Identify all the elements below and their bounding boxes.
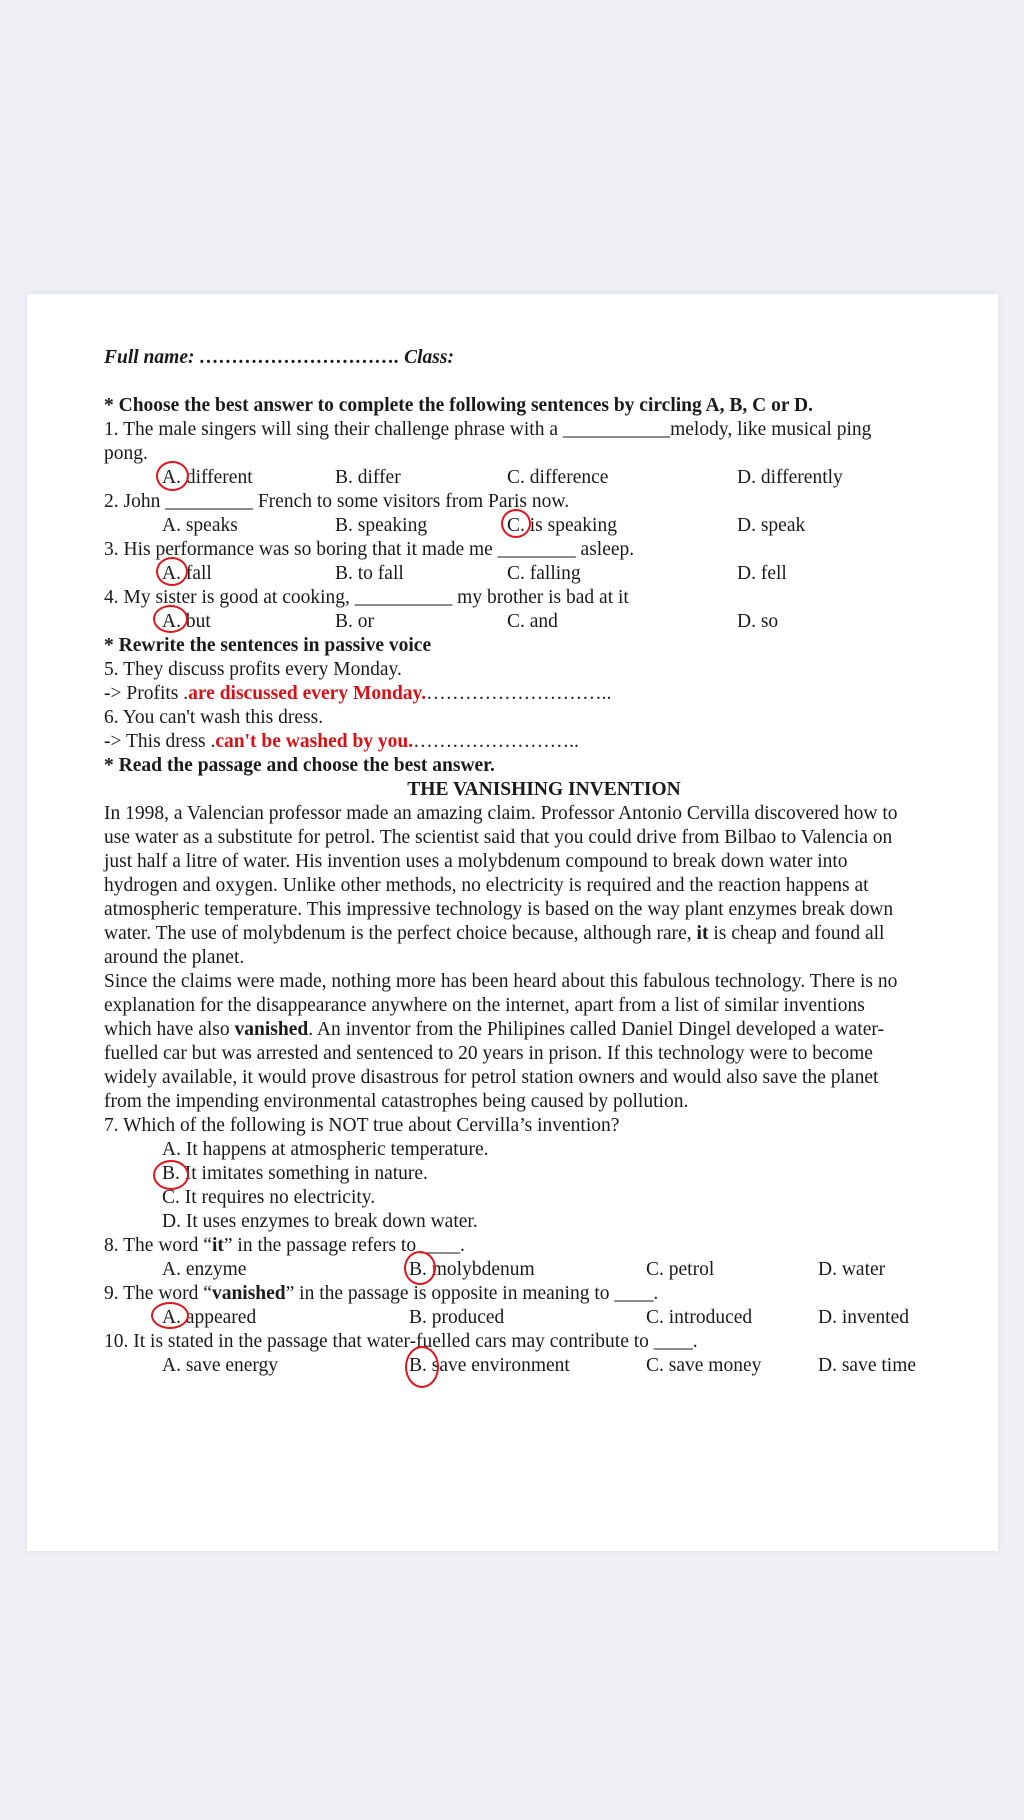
full-name-label: Full name: bbox=[104, 347, 195, 368]
q1-stem: 1. The male singers will sing their challenge phrase with a ___________melody, like musical ping bbox=[104, 419, 872, 440]
q3-options bbox=[104, 562, 984, 586]
q1-option-d[interactable]: D. differently bbox=[737, 467, 843, 488]
q2-option-b[interactable]: B. speaking bbox=[335, 515, 428, 536]
passage-line: use water as a substitute for petrol. The scientist said that you could drive from Bilbao to Valencia on bbox=[104, 827, 893, 848]
q7-option-a[interactable]: A. It happens at atmospheric temperature. bbox=[162, 1139, 489, 1160]
q3-stem: 3. His performance was so boring that it made me ________ asleep. bbox=[104, 539, 635, 560]
q9-option-a[interactable]: A. appeared bbox=[162, 1307, 257, 1328]
passage-line bbox=[104, 1018, 884, 1042]
q7-stem: 7. Which of the following is NOT true about Cervilla’s invention? bbox=[104, 1115, 620, 1136]
full-name-dots: …………………………. bbox=[199, 347, 400, 368]
passage-text: is cheap and found all bbox=[708, 923, 885, 944]
q3-option-b[interactable]: B. to fall bbox=[335, 563, 404, 584]
passage-text: which have also bbox=[104, 1019, 235, 1040]
q7-option-d[interactable]: D. It uses enzymes to break down water. bbox=[162, 1211, 478, 1232]
q8-stem-text: ” in the passage refers to ____. bbox=[223, 1235, 465, 1256]
q10-option-a[interactable]: A. save energy bbox=[162, 1355, 279, 1376]
q8-option-c[interactable]: C. petrol bbox=[646, 1259, 715, 1280]
q9-option-b[interactable]: B. produced bbox=[409, 1307, 505, 1328]
q9-stem-text: 9. The word “ bbox=[104, 1283, 212, 1304]
q4-stem: 4. My sister is good at cooking, __________ my brother is bad at it bbox=[104, 587, 629, 608]
passage-highlight-it: it bbox=[696, 923, 709, 944]
class-label: Class: bbox=[404, 347, 454, 368]
q7-option-b[interactable]: B. It imitates something in nature. bbox=[162, 1163, 428, 1184]
q8-option-b[interactable]: B. molybdenum bbox=[409, 1259, 535, 1280]
q4-option-d[interactable]: D. so bbox=[737, 611, 779, 632]
q9-option-d[interactable]: D. invented bbox=[818, 1307, 909, 1328]
q5-answer-line bbox=[104, 682, 611, 706]
q10-stem: 10. It is stated in the passage that water-fuelled cars may contribute to ____. bbox=[104, 1331, 698, 1352]
q4-option-c[interactable]: C. and bbox=[507, 611, 558, 632]
passage-line bbox=[104, 922, 884, 946]
q1-option-b[interactable]: B. differ bbox=[335, 467, 401, 488]
passage-line: hydrogen and oxygen. Unlike other methods, no electricity is required and the reaction happens at bbox=[104, 875, 869, 896]
q10-option-b[interactable]: B. save environment bbox=[409, 1355, 570, 1376]
q5-stem: 5. They discuss profits every Monday. bbox=[104, 659, 402, 680]
q9-keyword: vanished bbox=[211, 1283, 286, 1304]
q7-option-c[interactable]: C. It requires no electricity. bbox=[162, 1187, 376, 1208]
q9-stem-text: ” in the passage is opposite in meaning to ____. bbox=[285, 1283, 659, 1304]
q5-dots: ……………………….. bbox=[426, 683, 612, 704]
q8-option-a[interactable]: A. enzyme bbox=[162, 1259, 247, 1280]
q4-option-a[interactable]: A. but bbox=[162, 611, 211, 632]
passage-line: just half a litre of water. His invention uses a molybdenum compound to break down water into bbox=[104, 851, 848, 872]
q9-stem bbox=[104, 1282, 658, 1306]
q6-stem: 6. You can't wash this dress. bbox=[104, 707, 324, 728]
q4-options bbox=[104, 610, 984, 634]
q4-option-b[interactable]: B. or bbox=[335, 611, 374, 632]
q6-dots: …………………….. bbox=[413, 731, 579, 752]
q5-prefix: -> Profits . bbox=[104, 683, 189, 704]
q6-answer-line bbox=[104, 730, 579, 754]
q2-options bbox=[104, 514, 984, 538]
passage-text: . An inventor from the Philipines called Daniel Dingel developed a water- bbox=[308, 1019, 884, 1040]
q8-options bbox=[104, 1258, 984, 1282]
section1-title: * Choose the best answer to complete the following sentences by circling A, B, C or D. bbox=[104, 395, 813, 416]
q10-options bbox=[104, 1354, 984, 1378]
q1-stem-cont: pong. bbox=[104, 443, 148, 464]
q8-keyword: it bbox=[211, 1235, 224, 1256]
passage-line: from the impending environmental catastrophes being caused by pollution. bbox=[104, 1091, 689, 1112]
passage-line: widely available, it would prove disastrous for petrol station owners and would also save the planet bbox=[104, 1067, 879, 1088]
passage-line: around the planet. bbox=[104, 947, 245, 968]
passage-title: THE VANISHING INVENTION bbox=[407, 779, 681, 800]
q2-option-d[interactable]: D. speak bbox=[737, 515, 806, 536]
passage-highlight-vanished: vanished bbox=[234, 1019, 309, 1040]
student-info-line bbox=[104, 346, 454, 370]
passage-text: water. The use of molybdenum is the perfect choice because, although rare, bbox=[104, 923, 697, 944]
section2-title: * Rewrite the sentences in passive voice bbox=[104, 635, 432, 656]
passage-line: Since the claims were made, nothing more has been heard about this fabulous technology. There is no bbox=[104, 971, 898, 992]
q9-option-c[interactable]: C. introduced bbox=[646, 1307, 753, 1328]
passage-line: atmospheric temperature. This impressive technology is based on the way plant enzymes break down bbox=[104, 899, 894, 920]
q1-option-a[interactable]: A. different bbox=[162, 467, 253, 488]
q8-stem-text: 8. The word “ bbox=[104, 1235, 212, 1256]
q2-option-a[interactable]: A. speaks bbox=[162, 515, 238, 536]
worksheet-page bbox=[27, 294, 998, 1551]
q3-option-c[interactable]: C. falling bbox=[507, 563, 581, 584]
q1-options bbox=[104, 466, 984, 490]
q6-prefix: -> This dress . bbox=[104, 731, 216, 752]
q5-handwritten-answer: are discussed every Monday. bbox=[188, 683, 427, 704]
q2-stem: 2. John _________ French to some visitors from Paris now. bbox=[104, 491, 570, 512]
q8-stem bbox=[104, 1234, 465, 1258]
q3-option-d[interactable]: D. fell bbox=[737, 563, 787, 584]
q10-option-d[interactable]: D. save time bbox=[818, 1355, 917, 1376]
q9-options bbox=[104, 1306, 984, 1330]
q2-option-c[interactable]: C. is speaking bbox=[507, 515, 617, 536]
passage-line: explanation for the disappearance anywhere on the internet, apart from a list of similar inventions bbox=[104, 995, 865, 1016]
passage-line: In 1998, a Valencian professor made an amazing claim. Professor Antonio Cervilla discovered how to bbox=[104, 803, 898, 824]
q3-option-a[interactable]: A. fall bbox=[162, 563, 212, 584]
q6-handwritten-answer: can't be washed by you. bbox=[215, 731, 414, 752]
q10-option-c[interactable]: C. save money bbox=[646, 1355, 762, 1376]
q8-option-d[interactable]: D. water bbox=[818, 1259, 886, 1280]
section3-title: * Read the passage and choose the best answer. bbox=[104, 755, 495, 776]
passage-line: fuelled car but was arrested and sentenced to 20 years in prison. If this technology were to become bbox=[104, 1043, 873, 1064]
q1-option-c[interactable]: C. difference bbox=[507, 467, 609, 488]
